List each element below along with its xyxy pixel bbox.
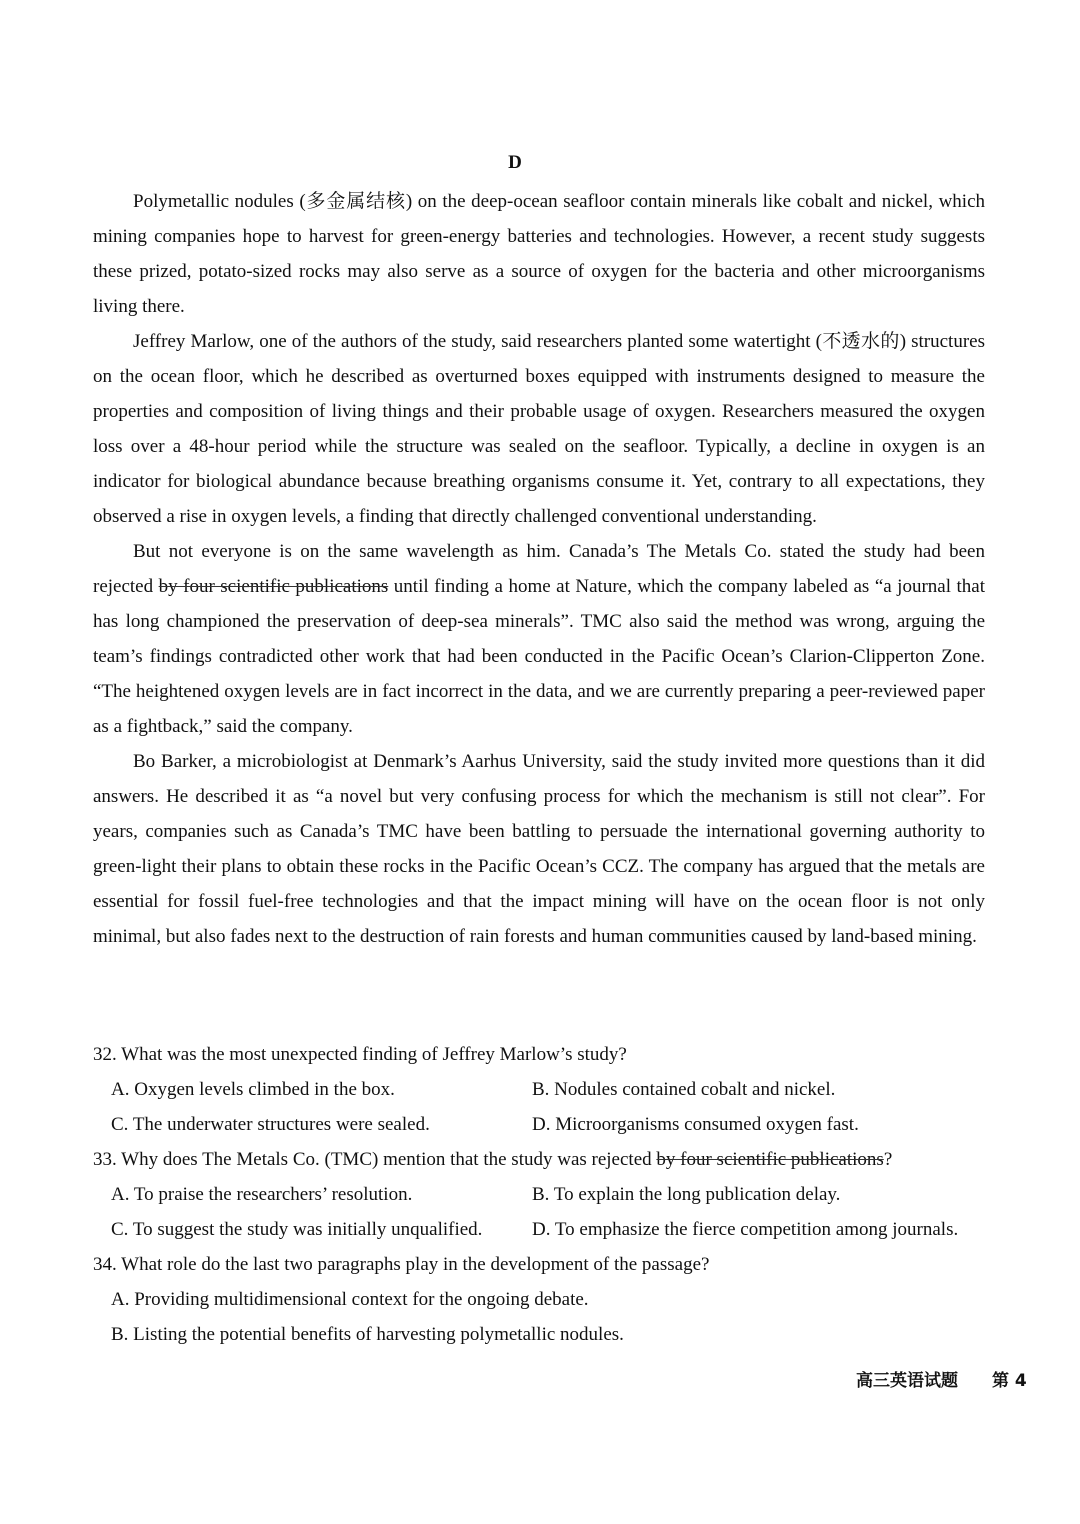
question-33-option-d: D. To emphasize the fierce competition among journals. [532, 1219, 959, 1240]
paragraph-3 [93, 534, 985, 744]
question-32-option-a: A. Oxygen levels climbed in the box. [111, 1079, 395, 1100]
question-32-row-2 [93, 1107, 993, 1142]
question-33-option-a: A. To praise the researchers’ resolution. [111, 1184, 413, 1205]
question-33-stem [93, 1142, 993, 1177]
question-32-option-b: B. Nodules contained cobalt and nickel. [532, 1079, 836, 1100]
question-32 [93, 1037, 993, 1142]
struck-phrase: by four scientific publications [158, 576, 389, 597]
question-33-struck-phrase: by four scientific publications [656, 1149, 884, 1170]
question-33-row-1 [93, 1177, 993, 1212]
question-list [93, 1037, 993, 1352]
question-33-option-c: C. To suggest the study was initially unqualified. [111, 1219, 483, 1240]
page-number: 第 4 [992, 1371, 1027, 1391]
question-34 [93, 1247, 993, 1352]
paragraph-4: Bo Barker, a microbiologist at Denmark’s Aarhus University, said the study invited more questions than it did answers. He described it as “a novel but very confusing process for which the mechanism is still not clear”. For years, companies such as Canada’s TMC have been battling to persuade the international governing authority to green-light their plans to obtain these rocks in the Pacific Ocean’s CCZ. The company has argued that the metals are essential for fossil fuel-free technologies and that the impact mining will have on the ocean floor is not only minimal, but also fades next to the destruction of rain forests and human communities caused by land-based mining. [93, 751, 985, 947]
question-33-row-2 [93, 1212, 993, 1247]
question-32-option-c: C. The underwater structures were sealed. [111, 1114, 430, 1135]
paragraph-3-end: until finding a home at Nature, which the company labeled as “a journal that has long championed the preservation of deep-sea minerals”. TMC also said the method was wrong, arguing the team’s findings contradicted other work that had been conducted in the Pacific Ocean’s Clarion-Clipperton Zone. “The heightened oxygen levels are in fact incorrect in the data, and we are currently preparing a peer-reviewed paper as a fightback,” said the company. [93, 576, 985, 737]
question-32-row-1 [93, 1072, 993, 1107]
question-32-option-d: D. Microorganisms consumed oxygen fast. [532, 1114, 859, 1135]
paragraph-2: Jeffrey Marlow, one of the authors of the study, said researchers planted some watertight (不透水的) structures on the ocean floor, which he described as overturned boxes equipped with instruments designed to measure the properties and composition of living things and their probable usage of oxygen. Researchers measured the oxygen loss over a 48-hour period while the structure was sealed on the seafloor. Typically, a decline in oxygen is an indicator for biological abundance because breathing organisms consume it. Yet, contrary to all expectations, they observed a rise in oxygen levels, a finding that directly challenged conventional understanding. [93, 331, 985, 527]
paragraph-1: Polymetallic nodules (多金属结核) on the deep-ocean seafloor contain minerals like cobalt and nickel, which mining companies hope to harvest for green-energy batteries and technologies. However, a recent study suggests these prized, potato-sized rocks may also serve as a source of oxygen for the bacteria and other microorganisms living there. [93, 191, 985, 317]
section-letter: D [508, 152, 522, 173]
reading-passage [93, 184, 985, 954]
question-33-stem-start: 33. Why does The Metals Co. (TMC) mention that the study was rejected [93, 1149, 657, 1170]
question-33-option-b: B. To explain the long publication delay. [532, 1184, 841, 1205]
page-footer [856, 1366, 1027, 1391]
question-34-stem: 34. What role do the last two paragraphs play in the development of the passage? [93, 1254, 710, 1275]
question-34-option-a: A. Providing multidimensional context for the ongoing debate. [111, 1289, 589, 1310]
question-33 [93, 1142, 993, 1247]
question-32-stem: 32. What was the most unexpected finding of Jeffrey Marlow’s study? [93, 1044, 627, 1065]
question-34-option-b: B. Listing the potential benefits of harvesting polymetallic nodules. [111, 1324, 624, 1345]
paragraph-3-start: But not everyone is on the same wavelength as him. Canada’s The Metals Co. stated the study had been rejected [93, 541, 985, 597]
exam-title: 高三英语试题 [856, 1371, 958, 1391]
question-33-stem-end: ? [883, 1149, 893, 1170]
